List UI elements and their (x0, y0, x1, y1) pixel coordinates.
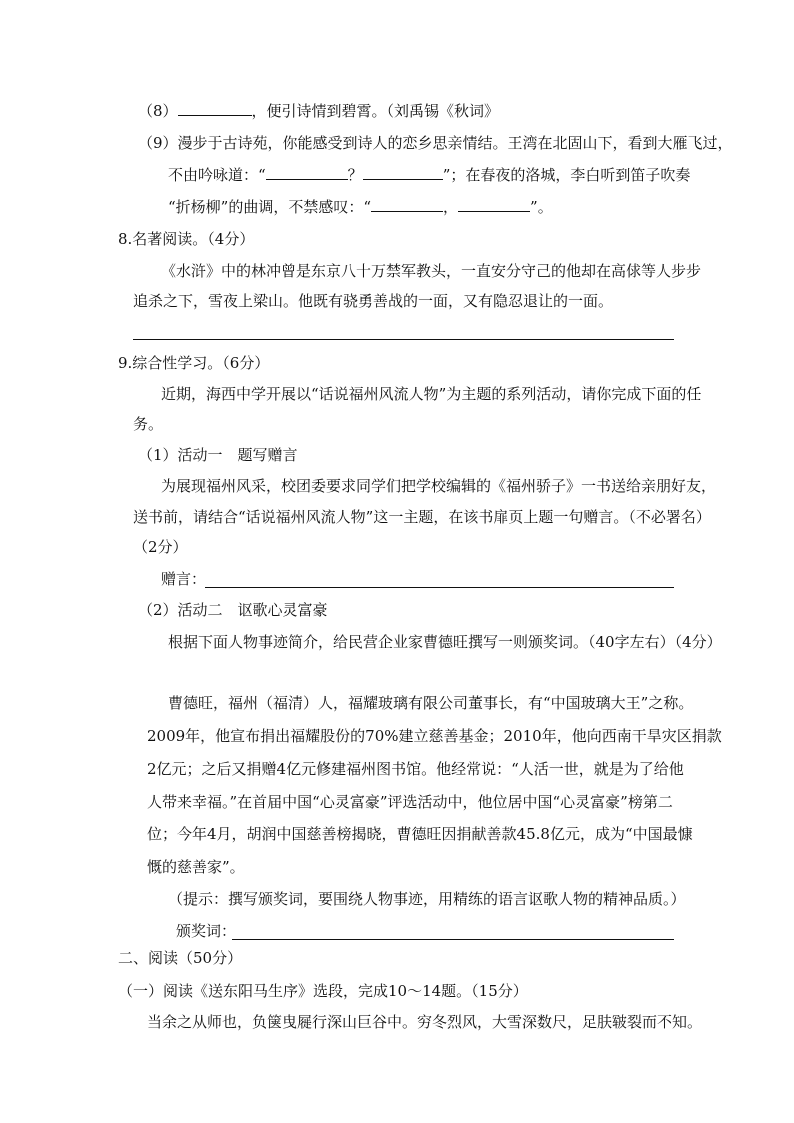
bio-line4: 人带来幸福。”在首届中国“心灵富豪”评选活动中，他位居中国“心灵富豪”榜第二 (147, 793, 673, 811)
award-speech-label: 颁奖词： (176, 922, 237, 940)
q9-study-title: 9.综合性学习。（6分） (118, 354, 270, 372)
q9-poem-text: ”；在春夜的洛城，李白听到笛子吹奏 (442, 166, 691, 184)
bio-line1: 曹德旺，福州（福清）人，福耀玻璃有限公司董事长，有“中国玻璃大王”之称。 (168, 694, 694, 712)
answer-blank[interactable] (178, 101, 252, 116)
answer-blank[interactable] (458, 197, 530, 212)
q8-poem-label: （8） (138, 102, 178, 120)
q9-poem-line1: （9）漫步于古诗苑，你能感受到诗人的恋乡思亲情结。王湾在北固山下，看到大雁飞过， (138, 134, 733, 152)
bio-line3: 2亿元；之后又捐赠4亿元修建福州图书馆。他经常说：“人活一世，就是为了给他 (147, 760, 684, 778)
award-speech-answer-line[interactable] (232, 939, 674, 940)
activity1-line2: 送书前，请结合“话说福州风流人物”这一主题，在该书扉页上题一句赠言。（不必署名） (133, 508, 711, 526)
answer-line[interactable] (133, 339, 674, 340)
q8-classics-line1: 《水浒》中的林冲曾是东京八十万禁军教头，一直安分守己的他却在高俅等人步步 (161, 262, 702, 280)
q9-poem-text: 不由吟咏道：“ (168, 166, 266, 184)
q8-classics-line2: 追杀之下，雪夜上梁山。他既有骁勇善战的一面，又有隐忍退让的一面。 (133, 292, 614, 310)
q8-poem-line (138, 101, 499, 121)
q9-poem-text: ， (443, 198, 459, 216)
reading-part1-title: （一）阅读《送东阳马生序》选段，完成10～14题。（15分） (118, 982, 528, 1000)
dedication-answer-line[interactable] (205, 587, 674, 588)
q9-study-intro2: 务。 (133, 415, 164, 433)
activity1-score: （2分） (133, 538, 188, 556)
q9-poem-text: ”。 (530, 198, 553, 216)
activity1-title: （1）活动一 题写赠言 (138, 446, 298, 464)
q9-poem-line2 (168, 165, 690, 185)
q9-study-intro1: 近期，海西中学开展以“话说福州风流人物”为主题的系列活动，请你完成下面的任 (161, 385, 702, 403)
q9-poem-line3 (168, 197, 553, 217)
answer-blank[interactable] (363, 165, 443, 180)
dedication-label: 赠言： (161, 570, 207, 588)
q8-classics-title: 8.名著阅读。（4分） (118, 230, 255, 248)
bio-line2: 2009年，他宣布捐出福耀股份的70%建立慈善基金；2010年，他向西南干旱灾区捐款 (147, 727, 722, 745)
q9-poem-text: “折杨柳”的曲调，不禁感叹：“ (168, 198, 372, 216)
activity1-line1: 为展现福州风采，校团委要求同学们把学校编辑的《福州骄子》一书送给亲朋好友， (161, 477, 717, 495)
bio-line6: 慨的慈善家”。 (147, 858, 245, 876)
activity2-title: （2）活动二 讴歌心灵富豪 (138, 601, 328, 619)
q8-poem-text: ，便引诗情到碧霄。（刘禹锡《秋词》 (251, 102, 500, 120)
reading-section-title: 二、阅读（50分） (118, 949, 243, 967)
hint-text: （提示：撰写颁奖词，要围绕人物事迹，用精练的语言讴歌人物的精神品质。） (168, 890, 686, 908)
answer-blank[interactable] (266, 165, 348, 180)
activity2-prompt: 根据下面人物事迹简介，给民营企业家曹德旺撰写一则颁奖词。（40字左右）（4分） (168, 633, 722, 651)
answer-blank[interactable] (371, 197, 443, 212)
q9-poem-text: ？ (347, 166, 363, 184)
bio-line5: 位；今年4月，胡润中国慈善榜揭晓，曹德旺因捐献善款45.8亿元，成为“中国最慷 (147, 825, 693, 843)
reading-text-line1: 当余之从师也，负箧曳屣行深山巨谷中。穷冬烈风，大雪深数尺，足肤皲裂而不知。 (147, 1013, 703, 1031)
